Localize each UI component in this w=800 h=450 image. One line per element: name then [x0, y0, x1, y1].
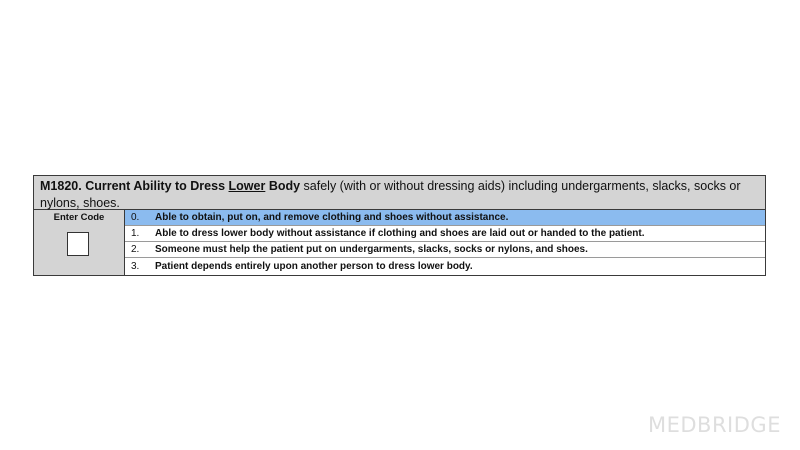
option-text: Patient depends entirely upon another person to dress lower body. [155, 260, 473, 272]
option-number: 3. [131, 260, 140, 272]
option-text: Able to dress lower body without assistance if clothing and shoes are laid out or handed to the patient. [155, 228, 645, 239]
question-title-suffix: Body [268, 179, 301, 193]
question-title-underlined: Lower [228, 179, 266, 193]
oasis-item-table [33, 175, 766, 276]
option-row-3[interactable] [125, 258, 765, 274]
question-code: M1820. [40, 179, 82, 193]
option-row-0[interactable] [125, 210, 765, 226]
enter-code-input[interactable] [67, 232, 89, 256]
option-number: 1. [131, 228, 140, 239]
medbridge-watermark-logo: MEDBRIDGE [648, 413, 781, 437]
option-row-2[interactable] [125, 242, 765, 258]
option-text: Able to obtain, put on, and remove clothing and shoes without assistance. [155, 212, 509, 223]
question-title-prefix: Current Ability to Dress [85, 179, 226, 193]
enter-code-cell [34, 210, 125, 275]
question-header [34, 176, 765, 210]
question-body [34, 210, 765, 275]
option-text: Someone must help the patient put on undergarments, slacks, socks or nylons, and shoes. [155, 244, 588, 255]
option-row-1[interactable] [125, 226, 765, 242]
option-number: 0. [131, 212, 140, 223]
enter-code-label: Enter Code [53, 212, 105, 223]
option-number: 2. [131, 244, 140, 255]
question-description: safely (with or without dressing aids) including undergarments, slacks, socks or nylons, shoes. [40, 179, 741, 210]
answer-options [125, 210, 765, 275]
